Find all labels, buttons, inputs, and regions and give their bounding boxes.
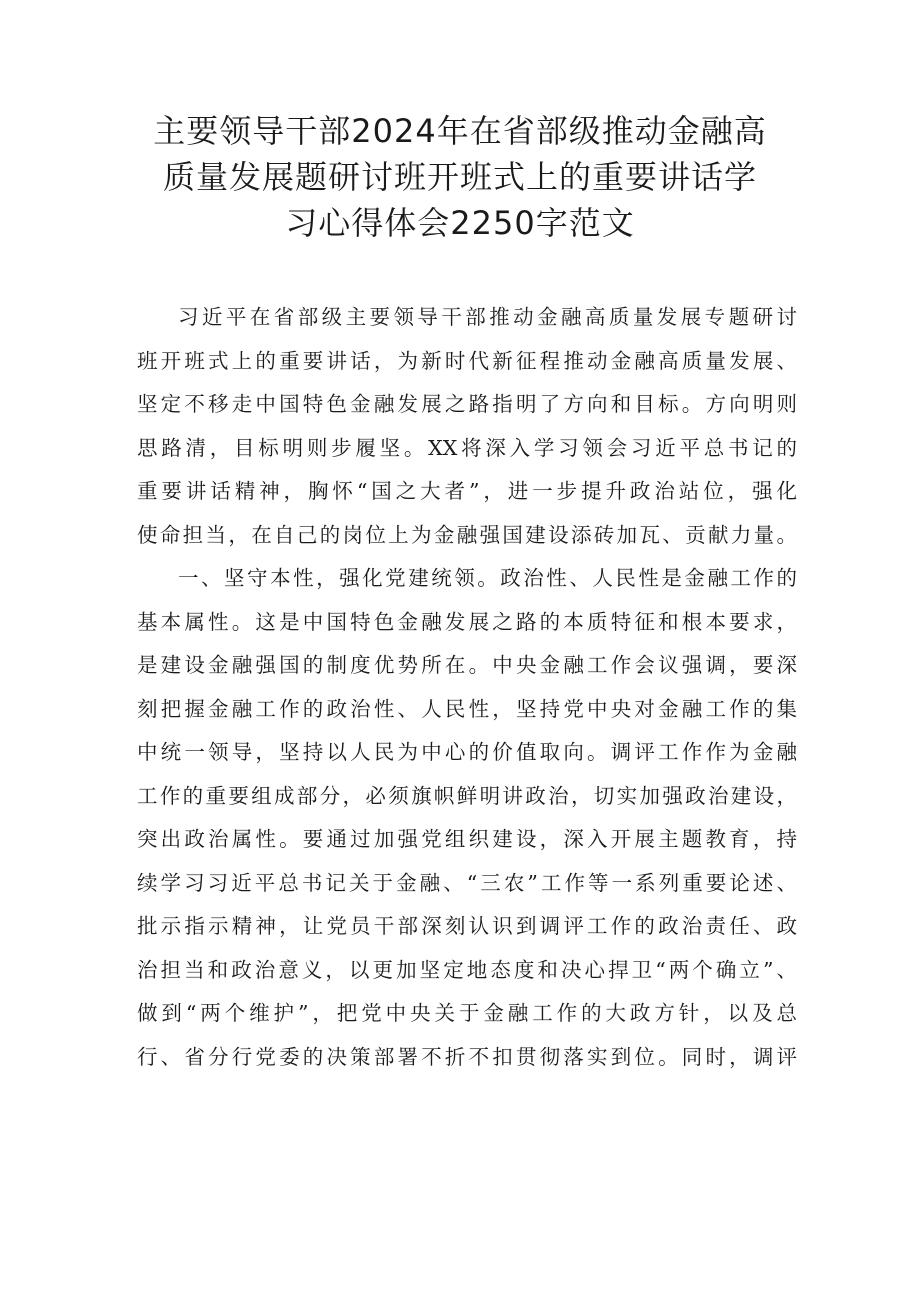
- text-line: 突出政治属性。要通过加强党组织建设，深入开展主题教育，持: [137, 827, 797, 851]
- text-line: 思路清，目标明则步履坚。XX将深入学习领会习近平总书记的: [137, 435, 797, 460]
- text-line: 行、省分行党委的决策部署不折不扣贯彻落实到位。同时，调评: [137, 1044, 797, 1069]
- text-line: 工作的重要组成部分，必须旗帜鲜明讲政治，切实加强政治建设，: [137, 783, 797, 808]
- document-title: [120, 108, 800, 246]
- text-line: 续学习习近平总书记关于金融、“三农”工作等一系列重要论述、: [137, 870, 797, 895]
- document-body: [137, 296, 797, 1079]
- paragraph-section-one: [137, 557, 797, 1079]
- text-line: 一、坚守本性，强化党建统领。政治性、人民性是金融工作的: [178, 566, 797, 590]
- text-line: 刻把握金融工作的政治性、人民性，坚持党中央对金融工作的集: [137, 696, 797, 721]
- paragraph-intro: [137, 296, 797, 557]
- text-line: 是建设金融强国的制度优势所在。中央金融工作会议强调，要深: [137, 653, 797, 677]
- title-line: 主要领导干部2024年在省部级推动金融高: [153, 112, 767, 150]
- text-line: 批示指示精神，让党员干部深刻认识到调评工作的政治责任、政: [137, 914, 797, 938]
- title-line: 习心得体会2250字范文: [285, 204, 635, 242]
- text-line: 重要讲话精神，胸怀“国之大者”，进一步提升政治站位，强化: [137, 479, 797, 503]
- text-line: 做到“两个维护”，把党中央关于金融工作的大政方针，以及总: [137, 1001, 797, 1025]
- text-line: 基本属性。这是中国特色金融发展之路的本质特征和根本要求，: [137, 609, 797, 634]
- text-line: 治担当和政治意义，以更加坚定地态度和决心捍卫“两个确立”、: [137, 957, 797, 982]
- title-line: 质量发展题研讨班开班式上的重要讲话学: [162, 158, 757, 196]
- text-line: 使命担当，在自己的岗位上为金融强国建设添砖加瓦、贡献力量。: [137, 522, 797, 547]
- text-line: 中统一领导，坚持以人民为中心的价值取向。调评工作作为金融: [137, 740, 797, 764]
- text-line: 班开班式上的重要讲话，为新时代新征程推动金融高质量发展、: [137, 348, 797, 373]
- text-line: 坚定不移走中国特色金融发展之路指明了方向和目标。方向明则: [137, 392, 797, 416]
- text-line: 习近平在省部级主要领导干部推动金融高质量发展专题研讨: [178, 305, 797, 329]
